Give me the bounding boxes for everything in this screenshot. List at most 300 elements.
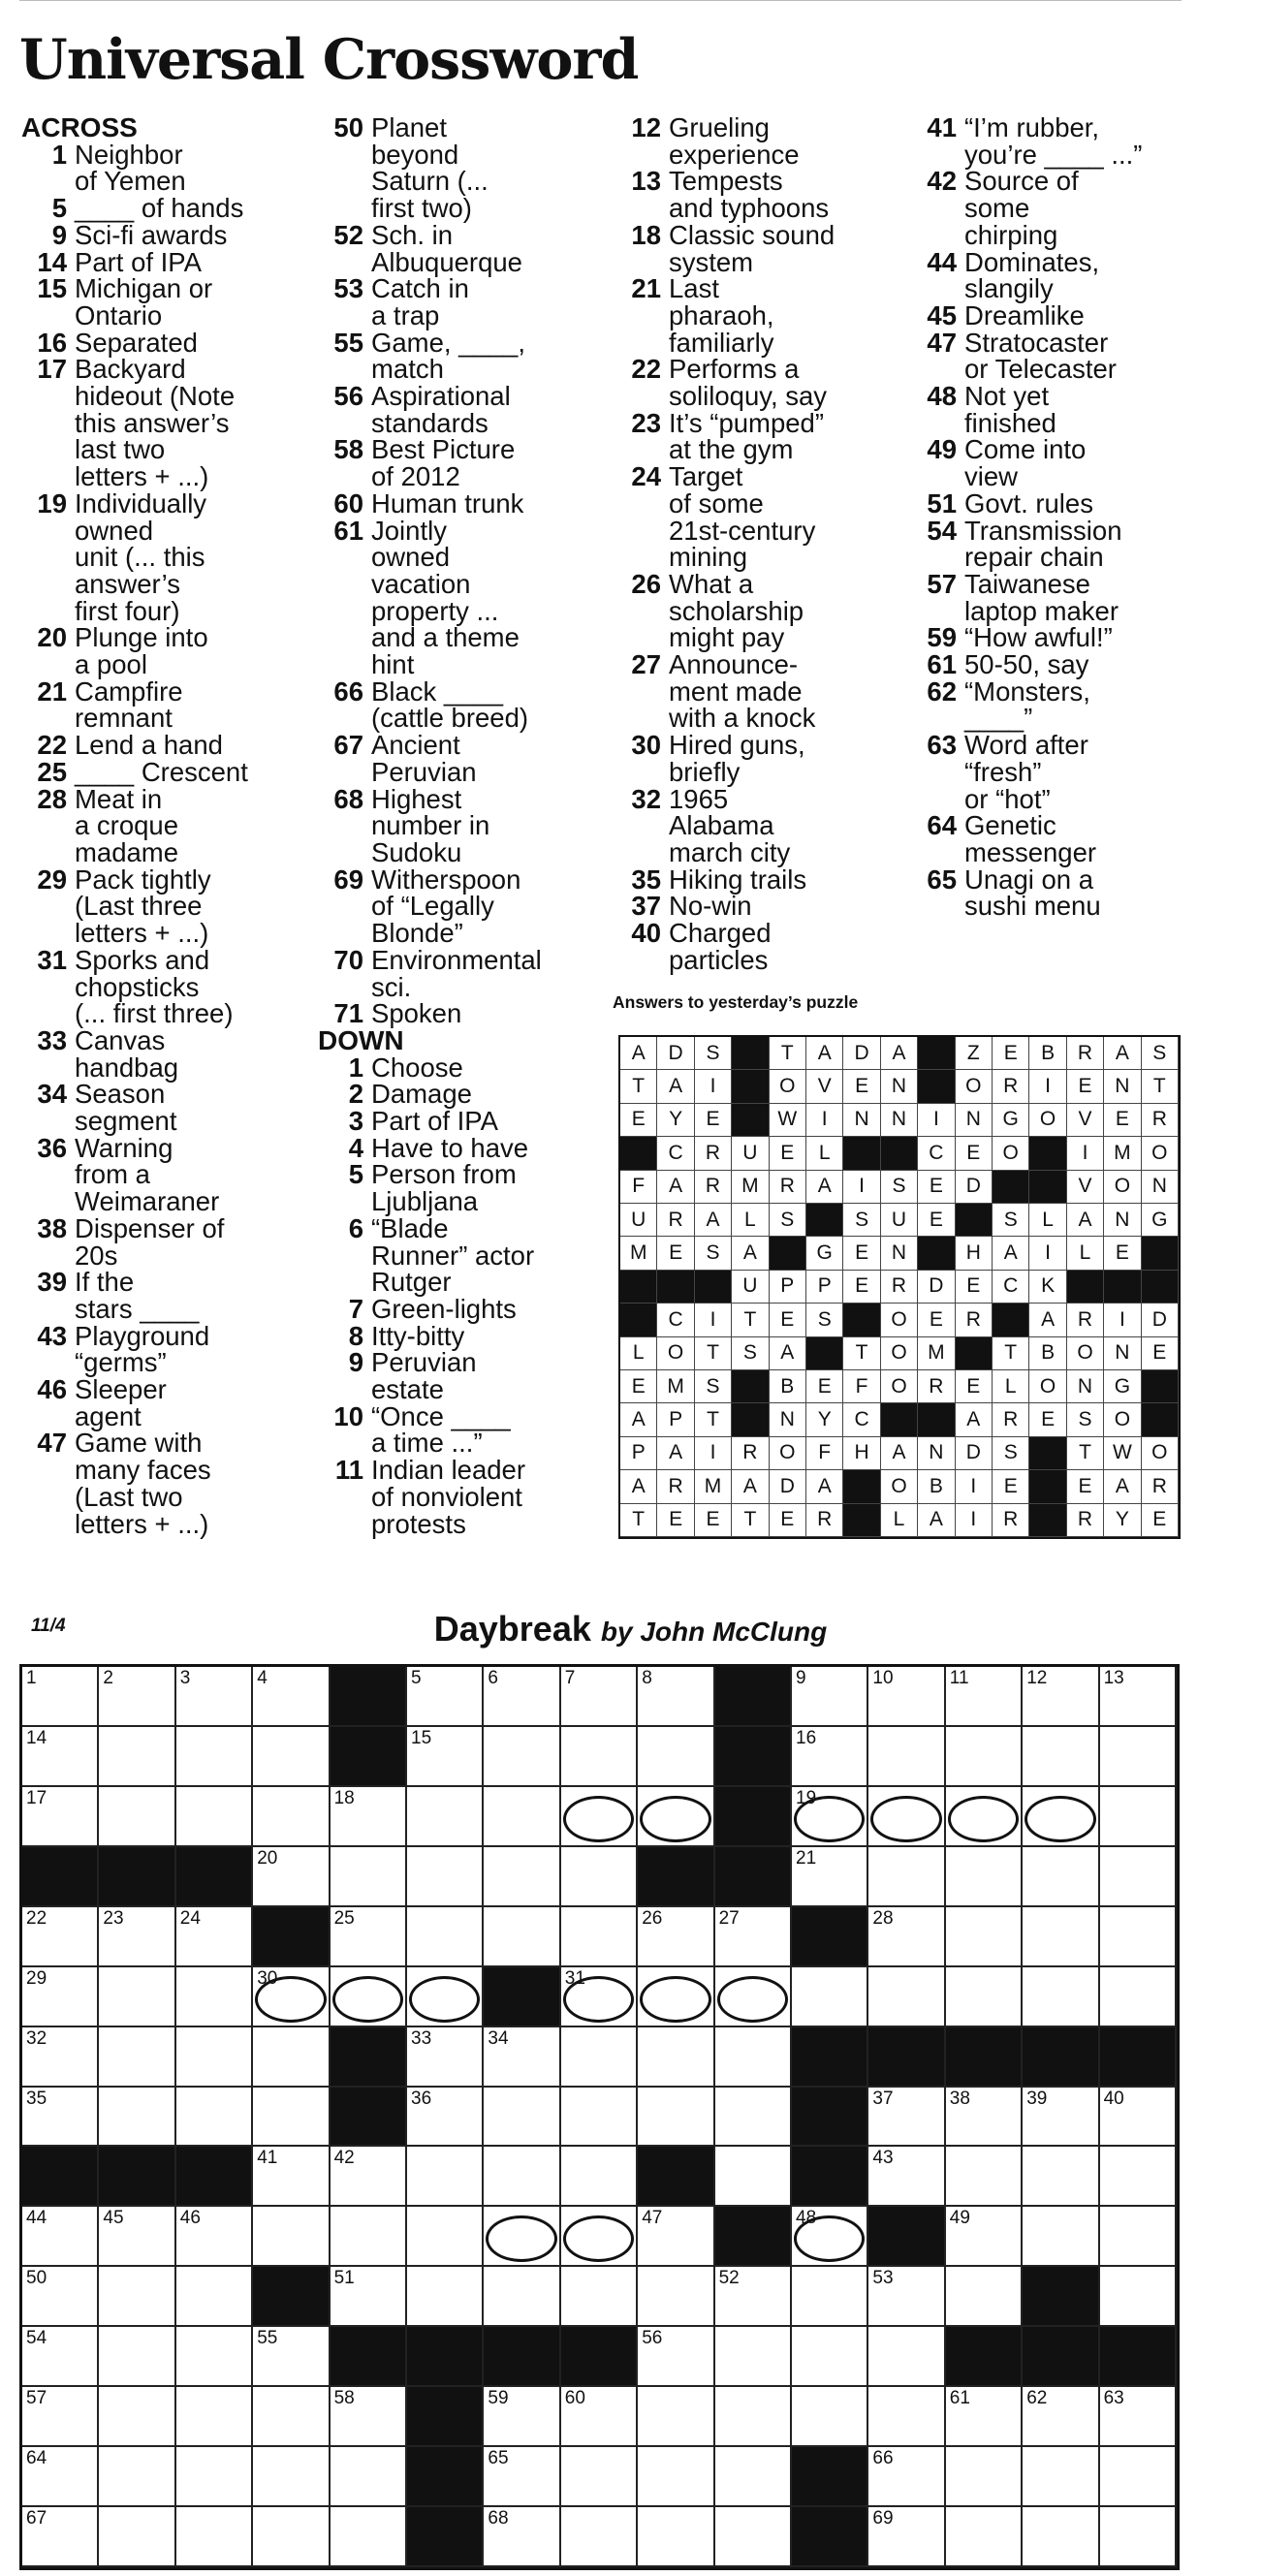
grid-cell[interactable] <box>484 2147 560 2207</box>
grid-cell[interactable] <box>176 2447 253 2507</box>
grid-cell[interactable] <box>484 2447 560 2507</box>
answer-cell: S <box>993 1204 1029 1237</box>
grid-cell[interactable] <box>253 2027 330 2088</box>
grid-cell[interactable] <box>715 2507 792 2567</box>
cell-number: 7 <box>564 1668 576 1688</box>
grid-cell[interactable] <box>99 2507 175 2567</box>
grid-cell[interactable] <box>331 1967 407 2027</box>
grid-cell[interactable] <box>868 1847 945 1907</box>
grid-cell[interactable] <box>1100 2507 1177 2567</box>
grid-cell[interactable] <box>407 2027 484 2088</box>
answer-cell: P <box>806 1271 843 1304</box>
answer-cell: U <box>620 1204 657 1237</box>
answer-black-square <box>732 1403 769 1436</box>
grid-cell[interactable] <box>946 2507 1023 2567</box>
answer-black-square <box>993 1171 1029 1204</box>
grid-cell[interactable] <box>638 1967 714 2027</box>
black-square <box>715 1727 792 1787</box>
answer-black-square <box>1029 1171 1066 1204</box>
cell-number: 2 <box>103 1668 113 1688</box>
grid-cell[interactable] <box>176 2327 253 2387</box>
grid-cell[interactable] <box>331 2147 407 2207</box>
grid-cell[interactable] <box>1100 1847 1177 1907</box>
grid-cell[interactable] <box>946 2207 1023 2267</box>
grid-cell[interactable] <box>331 1907 407 1967</box>
answer-cell: I <box>1067 1137 1104 1170</box>
answer-cell: I <box>956 1504 993 1537</box>
grid-cell[interactable] <box>484 1787 560 1847</box>
grid-cell[interactable] <box>99 2088 175 2148</box>
clue-text: Genetic messenger <box>964 810 1097 867</box>
grid-cell[interactable] <box>792 2387 868 2447</box>
clue-text: Announce- ment made with a knock <box>669 649 816 734</box>
answer-cell: O <box>881 1370 918 1403</box>
grid-cell[interactable] <box>792 1727 868 1787</box>
grid-cell[interactable] <box>22 2088 99 2148</box>
clue-text: Hiking trails <box>669 864 807 895</box>
grid-cell[interactable] <box>946 2447 1023 2507</box>
circle-icon <box>640 1976 710 2023</box>
grid-cell[interactable] <box>715 2147 792 2207</box>
clue-number: 50 <box>333 112 363 142</box>
grid-cell[interactable] <box>22 1727 99 1787</box>
grid-cell[interactable] <box>638 1667 714 1727</box>
answer-cell: T <box>695 1337 732 1370</box>
clue-text: “Blade Runner” actor Rutger <box>371 1212 535 1298</box>
cell-number: 16 <box>796 1727 817 1748</box>
grid-cell[interactable] <box>484 2088 560 2148</box>
answer-black-square <box>732 1370 769 1403</box>
grid-cell[interactable] <box>253 2387 330 2447</box>
grid-cell[interactable] <box>1100 2267 1177 2327</box>
grid-cell[interactable] <box>407 1847 484 1907</box>
answer-black-square <box>918 1070 955 1103</box>
grid-cell[interactable] <box>99 1967 175 2027</box>
grid-cell[interactable] <box>331 2387 407 2447</box>
answer-cell: A <box>620 1403 657 1436</box>
answer-cell: C <box>657 1304 694 1336</box>
grid-cell[interactable] <box>1023 2088 1099 2148</box>
clue <box>318 675 609 734</box>
grid-cell[interactable] <box>99 2267 175 2327</box>
grid-cell[interactable] <box>22 2447 99 2507</box>
answer-cell: I <box>806 1104 843 1137</box>
answer-cell: T <box>843 1337 880 1370</box>
answer-cell: K <box>1029 1271 1066 1304</box>
cell-number: 67 <box>26 2508 47 2529</box>
answer-cell: Y <box>657 1104 694 1137</box>
clue-text: Pack tightly (Last three letters + ...) <box>75 864 211 949</box>
answer-cell: L <box>620 1337 657 1370</box>
circle-icon <box>255 1976 326 2023</box>
grid-cell[interactable] <box>946 1667 1023 1727</box>
answer-cell: D <box>1142 1304 1179 1336</box>
grid-cell[interactable] <box>561 2027 638 2088</box>
clue-text: What a scholarship might pay <box>669 568 804 653</box>
cell-number: 22 <box>26 1907 47 1929</box>
grid-cell[interactable] <box>792 1787 868 1847</box>
grid-cell[interactable] <box>638 1787 714 1847</box>
answer-cell: E <box>843 1237 880 1270</box>
clue-number: 21 <box>631 273 661 304</box>
grid-cell[interactable] <box>22 2267 99 2327</box>
grid-cell[interactable] <box>484 1847 560 1907</box>
grid-cell[interactable] <box>484 2387 560 2447</box>
grid-cell[interactable] <box>946 1727 1023 1787</box>
grid-cell[interactable] <box>946 2267 1023 2327</box>
answer-cell: O <box>770 1070 806 1103</box>
grid-cell[interactable] <box>868 2507 945 2567</box>
clue-number: 17 <box>37 354 67 385</box>
grid-cell[interactable] <box>946 1907 1023 1967</box>
grid-cell[interactable] <box>1100 2207 1177 2267</box>
black-square <box>484 1967 560 2027</box>
answer-black-square <box>1029 1137 1066 1170</box>
grid-cell[interactable] <box>176 2387 253 2447</box>
grid-cell[interactable] <box>638 2267 714 2327</box>
clue-number: 70 <box>333 944 363 975</box>
grid-cell[interactable] <box>715 2027 792 2088</box>
grid-cell[interactable] <box>868 2447 945 2507</box>
grid-cell[interactable] <box>99 1907 175 1967</box>
grid-cell[interactable] <box>561 1727 638 1787</box>
grid-cell[interactable] <box>1023 1727 1099 1787</box>
grid-cell[interactable] <box>946 1847 1023 1907</box>
grid-cell[interactable] <box>868 2327 945 2387</box>
clue-number: 54 <box>927 515 957 546</box>
grid-cell[interactable] <box>561 2447 638 2507</box>
clue-number: 43 <box>37 1320 67 1351</box>
grid-cell[interactable] <box>99 2327 175 2387</box>
clue <box>21 141 312 195</box>
black-square <box>407 2387 484 2447</box>
answer-cell: S <box>993 1437 1029 1470</box>
grid-cell[interactable] <box>868 1787 945 1847</box>
grid-cell[interactable] <box>253 2088 330 2148</box>
circle-icon <box>486 2215 556 2262</box>
cell-number: 50 <box>26 2268 47 2289</box>
cell-number: 36 <box>411 2088 432 2109</box>
grid-cell[interactable] <box>22 1907 99 1967</box>
grid-cell[interactable] <box>253 1967 330 2027</box>
grid-cell[interactable] <box>638 2387 714 2447</box>
answer-black-square <box>732 1070 769 1103</box>
grid-cell[interactable] <box>1023 1847 1099 1907</box>
grid-cell[interactable] <box>253 2147 330 2207</box>
clue-text: Highest number in Sudoku <box>371 783 490 867</box>
grid-cell[interactable] <box>176 2267 253 2327</box>
grid-cell[interactable] <box>561 1967 638 2027</box>
black-square <box>792 2507 868 2567</box>
grid-cell[interactable] <box>946 1967 1023 2027</box>
grid-cell[interactable] <box>561 2088 638 2148</box>
clue <box>615 568 906 653</box>
black-square <box>176 2147 253 2207</box>
grid-cell[interactable] <box>1100 1967 1177 2027</box>
answer-cell: E <box>620 1104 657 1137</box>
grid-cell[interactable] <box>715 2447 792 2507</box>
grid-cell[interactable] <box>484 1667 560 1727</box>
grid-cell[interactable] <box>484 2207 560 2267</box>
grid-cell[interactable] <box>176 1907 253 1967</box>
circle-icon <box>870 1796 941 1842</box>
answer-cell: T <box>620 1070 657 1103</box>
clue <box>318 1159 609 1217</box>
grid-cell[interactable] <box>176 1967 253 2027</box>
grid-cell[interactable] <box>1100 2147 1177 2207</box>
grid-cell[interactable] <box>22 1667 99 1727</box>
grid-cell[interactable] <box>868 2088 945 2148</box>
cell-number: 6 <box>488 1668 498 1688</box>
grid-cell[interactable] <box>1100 1787 1177 1847</box>
clue <box>21 1079 312 1137</box>
answer-cell: A <box>657 1171 694 1204</box>
grid-cell[interactable] <box>99 2207 175 2267</box>
grid-cell[interactable] <box>561 1787 638 1847</box>
clue-number: 9 <box>51 219 67 250</box>
clue-number: 48 <box>927 381 957 412</box>
grid-cell[interactable] <box>946 2088 1023 2148</box>
answer-cell: D <box>956 1437 993 1470</box>
answer-cell: V <box>1067 1104 1104 1137</box>
grid-cell[interactable] <box>484 2507 560 2567</box>
grid-cell[interactable] <box>407 2207 484 2267</box>
answer-cell: R <box>732 1437 769 1470</box>
black-square <box>99 1847 175 1907</box>
answer-cell: C <box>657 1137 694 1170</box>
grid-cell[interactable] <box>792 1847 868 1907</box>
grid-cell[interactable] <box>638 2207 714 2267</box>
grid-cell[interactable] <box>1023 2147 1099 2207</box>
answer-cell: E <box>918 1204 955 1237</box>
grid-cell[interactable] <box>331 2267 407 2327</box>
grid-cell[interactable] <box>1023 1787 1099 1847</box>
answer-cell: D <box>770 1470 806 1503</box>
grid-cell[interactable] <box>1023 1667 1099 1727</box>
black-square <box>715 2207 792 2267</box>
clue <box>911 434 1202 492</box>
cell-number: 1 <box>26 1668 37 1688</box>
black-square <box>484 2327 560 2387</box>
clue <box>318 487 609 518</box>
grid-cell[interactable] <box>868 1727 945 1787</box>
grid-cell[interactable] <box>484 2027 560 2088</box>
grid-cell[interactable] <box>331 1787 407 1847</box>
clue-number: 66 <box>333 675 363 707</box>
grid-cell[interactable] <box>868 1907 945 1967</box>
cell-number: 29 <box>26 1967 47 1989</box>
grid-cell[interactable] <box>868 2387 945 2447</box>
answer-cell: L <box>1029 1204 1066 1237</box>
grid-cell[interactable] <box>561 1907 638 1967</box>
grid-cell[interactable] <box>561 2507 638 2567</box>
answer-cell: A <box>918 1504 955 1537</box>
answer-cell: R <box>1142 1470 1179 1503</box>
grid-cell[interactable] <box>638 2327 714 2387</box>
grid-cell[interactable] <box>22 2387 99 2447</box>
grid-cell[interactable] <box>176 2207 253 2267</box>
clue <box>318 275 609 329</box>
grid-cell[interactable] <box>407 1907 484 1967</box>
grid-cell[interactable] <box>946 2387 1023 2447</box>
grid-cell[interactable] <box>715 1967 792 2027</box>
grid-cell[interactable] <box>561 2387 638 2447</box>
answer-cell: G <box>993 1104 1029 1137</box>
grid-cell[interactable] <box>1100 1727 1177 1787</box>
grid-cell[interactable] <box>561 1667 638 1727</box>
grid-cell[interactable] <box>253 2447 330 2507</box>
grid-cell[interactable] <box>868 2147 945 2207</box>
grid-cell[interactable] <box>1023 1967 1099 2027</box>
clue-number: 31 <box>37 944 67 975</box>
grid-cell[interactable] <box>1100 1667 1177 1727</box>
grid-cell[interactable] <box>99 2387 175 2447</box>
clue <box>615 407 906 465</box>
grid-cell[interactable] <box>22 2327 99 2387</box>
clue-number: 32 <box>631 783 661 814</box>
cell-number: 10 <box>872 1668 894 1688</box>
answer-black-square <box>843 1504 880 1537</box>
grid-cell[interactable] <box>561 2147 638 2207</box>
clue <box>911 246 1202 304</box>
grid-cell[interactable] <box>1023 2207 1099 2267</box>
answer-cell: E <box>993 1037 1029 1070</box>
grid-cell[interactable] <box>253 1727 330 1787</box>
grid-cell[interactable] <box>99 1727 175 1787</box>
black-square <box>715 1787 792 1847</box>
grid-cell[interactable] <box>407 1727 484 1787</box>
grid-cell[interactable] <box>22 1967 99 2027</box>
grid-cell[interactable] <box>715 2088 792 2148</box>
grid-cell[interactable] <box>1100 1907 1177 1967</box>
grid-cell[interactable] <box>792 1667 868 1727</box>
grid-cell[interactable] <box>99 1787 175 1847</box>
grid-cell[interactable] <box>407 2267 484 2327</box>
answer-cell: M <box>620 1237 657 1270</box>
clue-text: Performs a soliloquy, say <box>669 354 828 412</box>
answer-cell: M <box>1104 1137 1141 1170</box>
grid-cell[interactable] <box>176 1787 253 1847</box>
black-square <box>22 2147 99 2207</box>
grid-cell[interactable] <box>561 1847 638 1907</box>
clue-number: 20 <box>37 622 67 653</box>
grid-cell[interactable] <box>253 1847 330 1907</box>
grid-cell[interactable] <box>792 2327 868 2387</box>
grid-cell[interactable] <box>176 2507 253 2567</box>
grid-cell[interactable] <box>715 2267 792 2327</box>
grid-cell[interactable] <box>792 1967 868 2027</box>
grid-cell[interactable] <box>946 2147 1023 2207</box>
grid-cell[interactable] <box>484 1727 560 1787</box>
grid-cell[interactable] <box>1100 2447 1177 2507</box>
grid-cell[interactable] <box>253 1787 330 1847</box>
clue-number: 24 <box>631 461 661 492</box>
grid-cell[interactable] <box>253 2507 330 2567</box>
grid-cell[interactable] <box>868 1967 945 2027</box>
grid-cell[interactable] <box>868 2267 945 2327</box>
grid-cell[interactable] <box>176 1727 253 1787</box>
grid-cell[interactable] <box>946 1787 1023 1847</box>
grid-cell[interactable] <box>253 2327 330 2387</box>
clue <box>911 299 1202 330</box>
grid-cell[interactable] <box>638 2447 714 2507</box>
clue <box>318 1212 609 1298</box>
grid-cell[interactable] <box>792 2207 868 2267</box>
grid-cell[interactable] <box>99 1667 175 1727</box>
grid-cell[interactable] <box>638 1907 714 1967</box>
grid-cell[interactable] <box>407 1967 484 2027</box>
grid-cell[interactable] <box>792 2267 868 2327</box>
clue-text: Game, ____, match <box>371 327 525 385</box>
clue-number: 11 <box>334 1455 363 1486</box>
clue-text: Game with many faces (Last two letters + ...) <box>75 1428 211 1539</box>
grid-cell[interactable] <box>331 1847 407 1907</box>
grid-cell[interactable] <box>484 1907 560 1967</box>
grid-cell[interactable] <box>22 2027 99 2088</box>
clue-text: “Monsters, ____” <box>964 675 1090 734</box>
clue-column-2 <box>318 114 609 1537</box>
grid-cell[interactable] <box>253 1667 330 1727</box>
black-square <box>792 2027 868 2088</box>
grid-cell[interactable] <box>1100 2387 1177 2447</box>
grid-cell[interactable] <box>638 1727 714 1787</box>
grid-cell[interactable] <box>638 2507 714 2567</box>
circle-icon <box>1025 1796 1095 1842</box>
grid-cell[interactable] <box>22 2507 99 2567</box>
grid-cell[interactable] <box>407 1787 484 1847</box>
cell-number: 11 <box>949 1668 969 1688</box>
grid-cell[interactable] <box>1023 1907 1099 1967</box>
grid-cell[interactable] <box>176 2027 253 2088</box>
grid-cell[interactable] <box>868 1667 945 1727</box>
grid-cell[interactable] <box>407 2088 484 2148</box>
grid-cell[interactable] <box>1023 2507 1099 2567</box>
clue-number: 8 <box>348 1320 363 1351</box>
grid-cell[interactable] <box>176 2088 253 2148</box>
grid-cell[interactable] <box>22 1787 99 1847</box>
grid-cell[interactable] <box>1023 2387 1099 2447</box>
grid-cell[interactable] <box>331 2447 407 2507</box>
clue-number: 46 <box>37 1374 67 1405</box>
grid-cell[interactable] <box>638 2088 714 2148</box>
grid-cell[interactable] <box>253 2207 330 2267</box>
clue <box>21 275 312 329</box>
grid-cell[interactable] <box>715 2387 792 2447</box>
grid-cell[interactable] <box>638 2027 714 2088</box>
grid-cell[interactable] <box>715 2327 792 2387</box>
grid-cell[interactable] <box>99 2447 175 2507</box>
answer-cell: E <box>620 1370 657 1403</box>
answer-cell: N <box>1104 1070 1141 1103</box>
grid-cell[interactable] <box>715 1907 792 1967</box>
clue <box>21 732 312 759</box>
grid-cell[interactable] <box>407 2147 484 2207</box>
grid-cell[interactable] <box>561 2267 638 2327</box>
black-square <box>868 2027 945 2088</box>
grid-cell[interactable] <box>331 2207 407 2267</box>
grid-cell[interactable] <box>176 1667 253 1727</box>
grid-cell[interactable] <box>484 2267 560 2327</box>
grid-cell[interactable] <box>407 1667 484 1727</box>
answer-cell: A <box>806 1037 843 1070</box>
grid-cell[interactable] <box>99 2027 175 2088</box>
grid-cell[interactable] <box>1100 2088 1177 2148</box>
grid-cell[interactable] <box>1023 2447 1099 2507</box>
grid-cell[interactable] <box>561 2207 638 2267</box>
clue-number: 64 <box>927 810 957 841</box>
grid-cell[interactable] <box>22 2207 99 2267</box>
grid-cell[interactable] <box>331 2507 407 2567</box>
